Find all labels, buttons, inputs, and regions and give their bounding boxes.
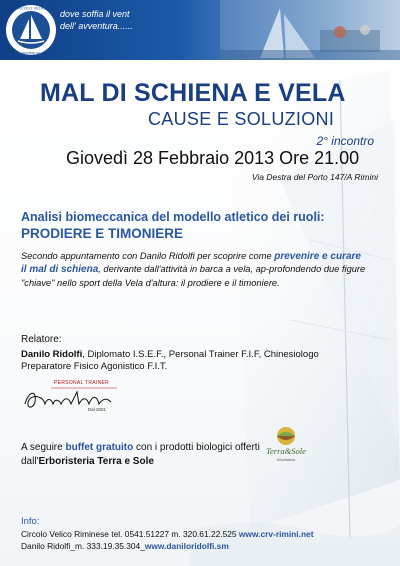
buffet-note (21, 441, 261, 469)
event-address: Via Destra del Porto 147/A Rimini (251, 172, 378, 182)
description-part-1: Secondo appuntamento con Danilo Ridolfi per scoprire come (21, 251, 275, 261)
speaker-credentials-rest: , Diplomato I.S.E.F., Personal Trainer F.I.F, Chinesiologo (82, 349, 319, 360)
speaker-credentials-line-2: Preparatore Fisico Agonistico F.I.T. (21, 361, 168, 372)
signature-since: Dal 2001 (88, 407, 107, 412)
erboristeria-name: Erboristeria Terra e Sole (38, 456, 154, 467)
speaker-credentials (21, 349, 319, 360)
info-club-contact: Circolo Velico Riminese tel. 0541.51227 m. 320.61.22.525 (21, 529, 239, 539)
buffet-free: buffet gratuito (65, 442, 134, 453)
meeting-number: 2° incontro (316, 134, 374, 148)
speaker-website-link[interactable]: www.daniloridolfi.sm (144, 541, 229, 551)
club-website-link[interactable]: www.crv-rimini.net (238, 529, 314, 539)
event-title: MAL DI SCHIENA E VELA (40, 79, 346, 107)
svg-text:CIRCOLO VELICO: CIRCOLO VELICO (13, 5, 49, 11)
svg-text:RIMINESE: RIMINESE (21, 50, 41, 56)
description-highlight: prevenire e curare il mal di schiena (21, 251, 361, 276)
circolo-velico-logo (4, 3, 58, 57)
info-contact-line-2 (21, 541, 229, 551)
buffet-prefix: A seguire (21, 442, 66, 453)
event-date: Giovedì 28 Febbraio 2013 Ore 21.00 (66, 148, 360, 168)
terra-sole-logo (256, 426, 316, 466)
regatta-photo (220, 0, 400, 60)
info-contact-line-1 (21, 529, 314, 539)
tagline-line-2: dell' avventura...... (60, 21, 133, 31)
terra-logo-caption: Erboristeria (277, 458, 295, 462)
terra-logo-name: Terra&Sole (266, 446, 306, 456)
signature-title: PERSONAL TRAINER (54, 380, 110, 386)
speaker-name: Danilo Ridolfi (21, 349, 83, 360)
description-part-2: , derivante dall'attività in barca a vela, ap-profondendo due figure "chiave" nello sport della Vela d'altura: il prodiere e il timoniere. (21, 264, 366, 288)
speaker-label: Relatore: (21, 334, 62, 345)
buffet-mid: con i prodotti biologici offerti dall' (21, 442, 260, 467)
header-tagline (60, 8, 133, 32)
header-banner (0, 0, 400, 60)
description-paragraph (21, 250, 366, 289)
analysis-roles: PRODIERE E TIMONIERE (21, 226, 184, 241)
info-speaker-contact: Danilo Ridolfi_m. 333.19.35.304_ (21, 541, 145, 551)
analysis-heading: Analisi biomeccanica del modello atletico dei ruoli: (21, 210, 325, 224)
tagline-line-1: dove soffia il vent (60, 9, 130, 19)
info-label: Info: (21, 516, 40, 527)
event-subtitle: CAUSE E SOLUZIONI (148, 109, 335, 129)
